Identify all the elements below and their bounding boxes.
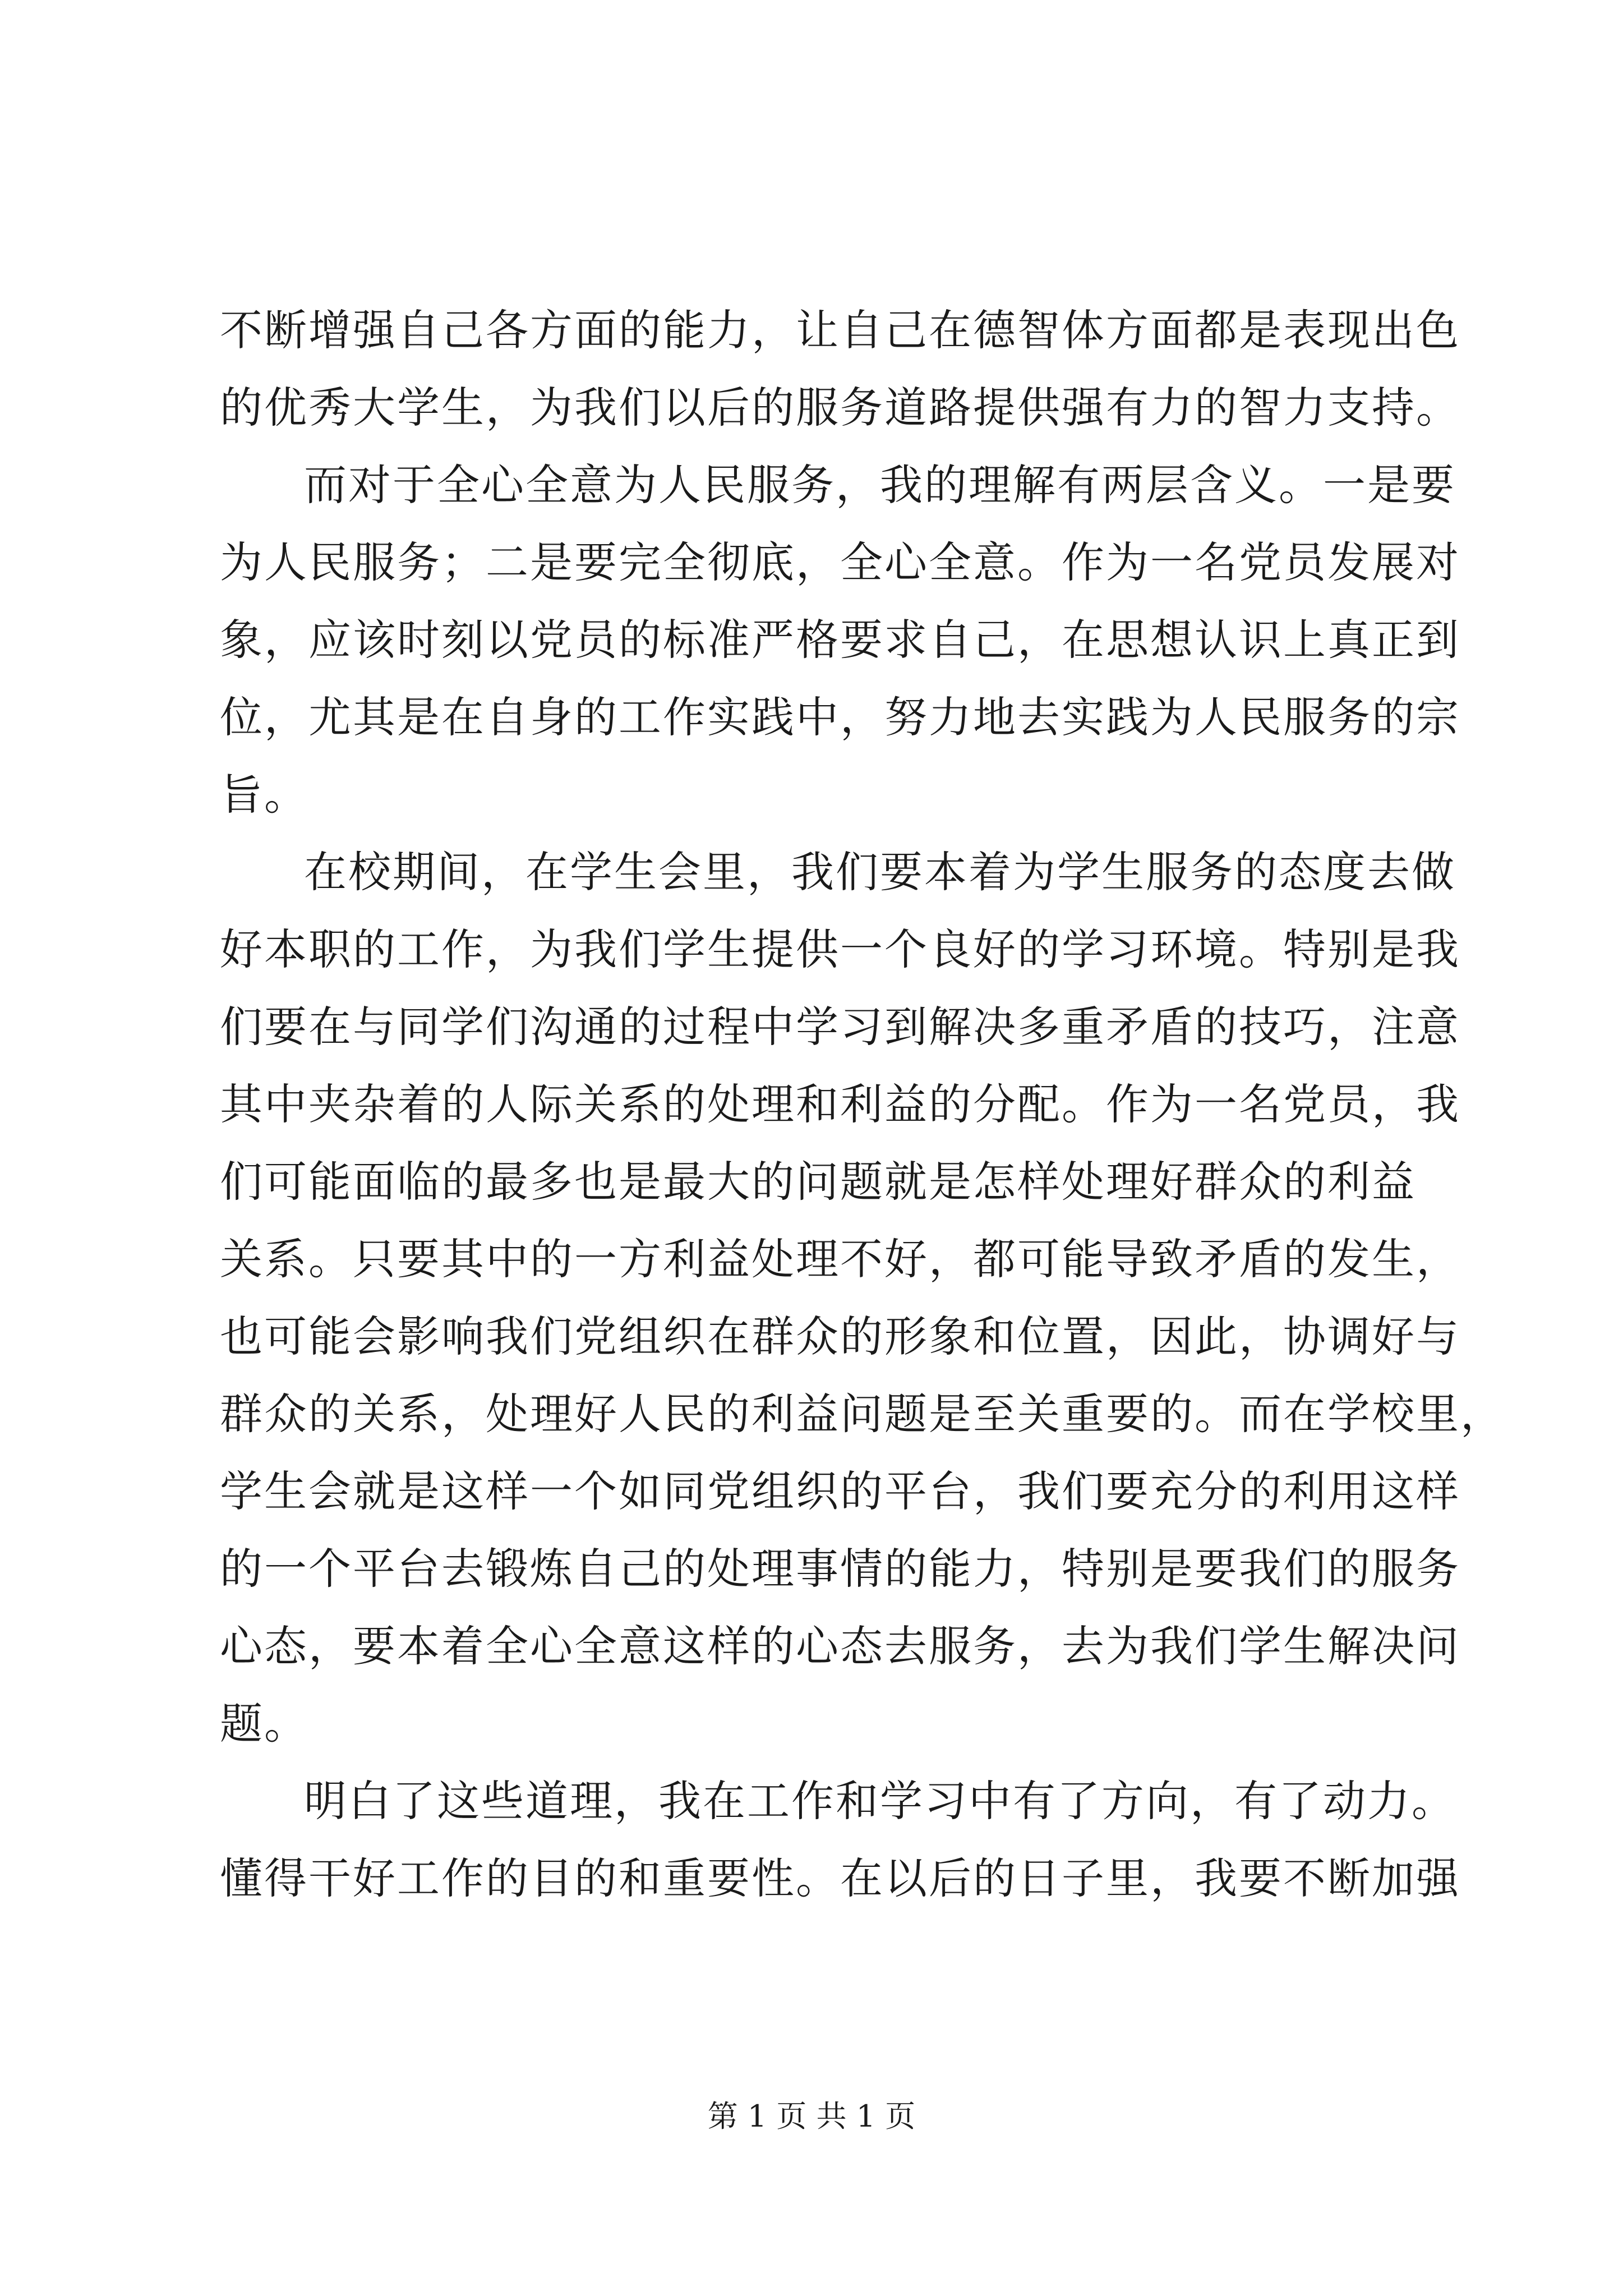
text-line: 为人民服务；二是要完全彻底，全心全意。作为一名党员发展对 — [220, 537, 1460, 587]
text-line: 关系。只要其中的一方利益处理不好，都可能导致矛盾的发生， — [220, 1234, 1460, 1284]
text-line: 象，应该时刻以党员的标准严格要求自己，在思想认识上真正到 — [220, 615, 1460, 665]
text-line: 心态，要本着全心全意这样的心态去服务，去为我们学生解决问 — [220, 1621, 1460, 1671]
text-line: 而对于全心全意为人民服务，我的理解有两层含义。一是要 — [304, 460, 1456, 510]
page-footer: 第 1 页 共 1 页 — [707, 2099, 916, 2134]
text-line: 学生会就是这样一个如同党组织的平台，我们要充分的利用这样 — [220, 1466, 1460, 1516]
text-line: 其中夹杂着的人际关系的处理和利益的分配。作为一名党员，我 — [220, 1079, 1460, 1129]
text-line: 位，尤其是在自身的工作实践中，努力地去实践为人民服务的宗 — [220, 692, 1460, 742]
text-line: 群众的关系，处理好人民的利益问题是至关重要的。而在学校里， — [220, 1389, 1505, 1439]
text-line: 不断增强自己各方面的能力，让自己在德智体方面都是表现出色 — [220, 305, 1460, 355]
text-line: 们可能面临的最多也是最大的问题就是怎样处理好群众的利益 — [220, 1157, 1416, 1207]
text-line: 们要在与同学们沟通的过程中学习到解决多重矛盾的技巧，注意 — [220, 1002, 1460, 1052]
text-line: 题。 — [220, 1699, 308, 1749]
text-line: 懂得干好工作的目的和重要性。在以后的日子里，我要不断加强 — [220, 1853, 1460, 1903]
text-line: 旨。 — [220, 770, 308, 820]
text-line: 的优秀大学生，为我们以后的服务道路提供强有力的智力支持。 — [220, 383, 1460, 432]
text-line: 的一个平台去锻炼自己的处理事情的能力，特别是要我们的服务 — [220, 1544, 1460, 1594]
text-line: 在校期间，在学生会里，我们要本着为学生服务的态度去做 — [304, 847, 1456, 897]
document-body — [220, 292, 1505, 1917]
text-line: 也可能会影响我们党组织在群众的形象和位置，因此，协调好与 — [220, 1312, 1460, 1361]
text-line: 好本职的工作，为我们学生提供一个良好的学习环境。特别是我 — [220, 924, 1460, 974]
text-line: 明白了这些道理，我在工作和学习中有了方向，有了动力。 — [304, 1776, 1456, 1826]
